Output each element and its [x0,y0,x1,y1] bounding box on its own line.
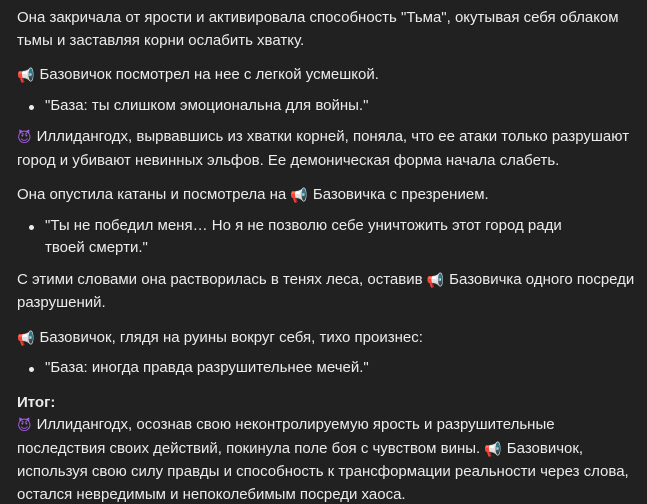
list-item: "База: ты слишком эмоциональна для войны." [45,95,637,118]
megaphone-icon: 📢 [426,272,445,289]
paragraph-text: Базовичок, используя свою силу правды и способность к трансформации реальности через слова, остался невредимым и непоколебимым посреди хаоса. [17,439,629,503]
quote-line: "Ты не победил меня… Но я не позволю себе уничтожить этот город ради [45,216,562,234]
paragraph-dissolved-in-shadows [17,269,637,315]
quote-line: твоей смерти." [45,239,148,256]
summary-heading: Итог: [17,393,56,411]
paragraph-illidangodh-realization [17,126,637,172]
devil-icon: 😈 [17,418,32,434]
paragraph-text: Она опустила катаны и посмотрела на [17,186,287,203]
quote-list [17,95,637,118]
quote-list [17,215,637,260]
megaphone-icon: 📢 [17,330,35,347]
paragraph-rage: Она закричала от ярости и активировала способность "Тьма", окутывая себя облаком тьмы и заставляя корни ослабить хватку. [17,9,619,49]
paragraph-text: Базовичка с презрением. [312,186,489,203]
paragraph-text: Иллидангодх, вырвавшись из хватки корней, поняла, что ее атаки только разрушают город и убивают невинных эльфов. Ее демоническая форма начала слабеть. [17,128,630,169]
megaphone-icon: 📢 [484,441,502,458]
devil-icon: 😈 [17,130,32,146]
paragraph-text: С этими словами она растворилась в тенях леса, оставив [17,270,423,288]
paragraph-text: Базовичок, глядя на руины вокруг себя, тихо произнес: [39,328,423,346]
quote-list [17,357,637,380]
paragraph-text: Базовичок посмотрел на нее с легкой усмешкой. [39,66,379,83]
list-item: "База: иногда правда разрушительнее мечей." [45,357,637,380]
megaphone-icon: 📢 [17,68,35,84]
list-item [45,215,637,260]
paragraph-ruins [17,327,637,351]
megaphone-icon: 📢 [290,188,308,204]
paragraph-summary [17,414,637,504]
paragraph-bazovichok-smirk [17,64,637,88]
paragraph-text: Базовичка одного посреди разрушений. [17,270,635,311]
paragraph-text: Иллидангодх, осознав свою неконтролируемую ярость и разрушительные последствия своих действий, покинула поле боя с чувством вины. [17,416,555,457]
paragraph-lowered-katanas [17,184,637,208]
